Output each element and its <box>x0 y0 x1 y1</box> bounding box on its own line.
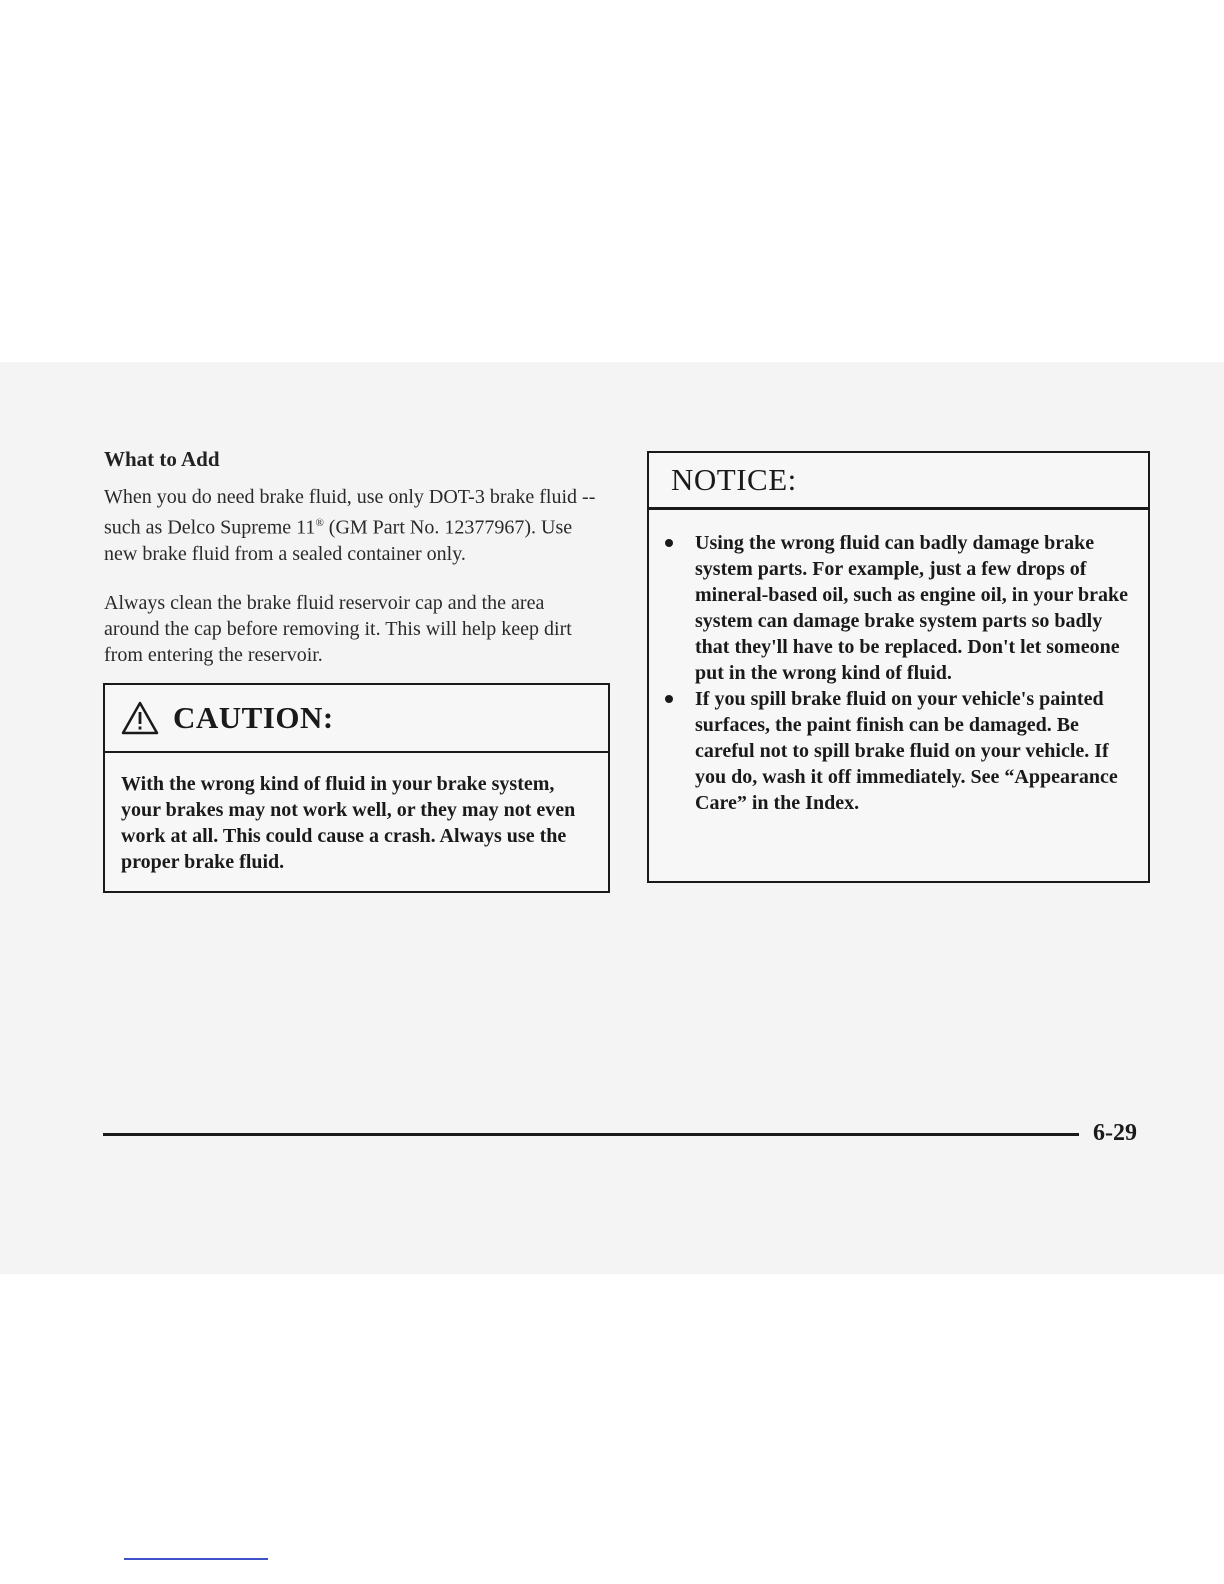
notice-box <box>647 451 1150 883</box>
notice-item-text: If you spill brake fluid on your vehicle's painted surfaces, the paint finish can be damaged. Be careful not to spill brake fluid on your vehicle. If you do, wash it off immediately. See “Appearance Care” in the Index. <box>695 688 1118 814</box>
bullet-icon <box>665 539 673 547</box>
caution-header <box>105 685 608 753</box>
section-heading: What to Add <box>104 447 220 471</box>
notice-list <box>649 530 1130 816</box>
notice-item <box>649 530 1130 686</box>
bottom-divider <box>124 1558 268 1560</box>
caution-body: With the wrong kind of fluid in your brake system, your brakes may not work well, or they may not even work at all. This could cause a crash. Always use the proper brake fluid. <box>121 773 576 873</box>
bullet-icon <box>665 695 673 703</box>
notice-header <box>649 453 1148 510</box>
paragraph-text-start: When you do need brake fluid, use only DOT-3 brake fluid -- such as Delco Supreme 11 <box>104 486 596 539</box>
warning-triangle-icon <box>121 701 159 735</box>
registered-mark: ® <box>315 517 324 529</box>
paragraph-clean-cap: Always clean the brake fluid reservoir cap and the area around the cap before removing it. This will help keep dirt from entering the reservoir. <box>104 592 572 666</box>
caution-box <box>103 683 610 893</box>
notice-item-text: Using the wrong fluid can badly damage brake system parts. For example, just a few drops of mineral-based oil, such as engine oil, in your brake system can damage brake system parts so badly that they'll have to be replaced. Don't let someone put in the wrong kind of fluid. <box>695 532 1129 684</box>
caution-title: CAUTION: <box>173 700 334 735</box>
footer-divider <box>103 1133 1079 1136</box>
notice-title: NOTICE: <box>671 462 797 497</box>
notice-item <box>649 686 1130 816</box>
page-number: 6-29 <box>1093 1120 1137 1146</box>
paragraph-brake-fluid-type <box>104 484 604 567</box>
paragraph-text-end: (GM Part No. 12377967). Use new brake fluid from a sealed container only. <box>104 516 573 565</box>
